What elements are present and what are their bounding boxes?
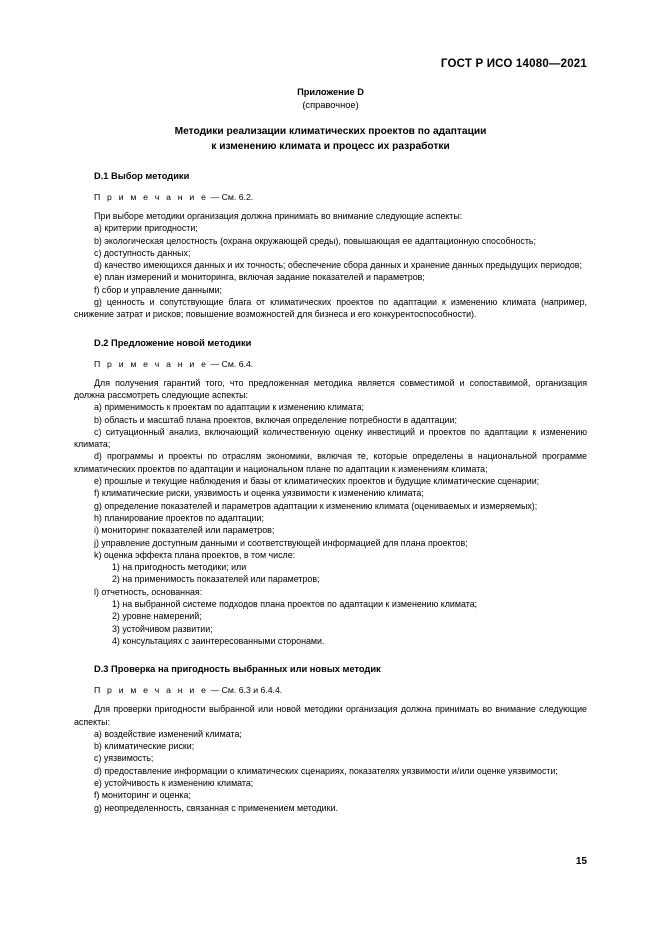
- section-heading-d3: D.3 Проверка на пригодность выбранных или новых методик: [94, 664, 381, 675]
- note-text-d1: — См. 6.2.: [210, 192, 254, 202]
- list-item: g) ценность и сопутствующие блага от климатических проектов по адаптации к изменению климата (например, снижение затрат и рисков; повышение возможностей для бизнеса и его конкурентоспособности).: [74, 297, 587, 320]
- note-text-d3: — См. 6.3 и 6.4.4.: [210, 685, 283, 696]
- list-item: l) отчетность, основанная:: [94, 586, 203, 597]
- list-item: c) уязвимость;: [94, 753, 154, 764]
- list-item: g) неопределенность, связанная с применением методики.: [94, 802, 338, 813]
- page-number: 15: [575, 856, 587, 867]
- note-text-d2: — См. 6.4.: [210, 358, 254, 369]
- note-label-d1: П р и м е ч а н и е: [94, 192, 209, 202]
- sub-list-item: 3) устойчивом развитии;: [112, 623, 213, 634]
- list-item: f) мониторинг и оценка;: [94, 790, 191, 801]
- note-d2: [74, 359, 587, 369]
- sub-list-item: 1) на пригодность методики; или: [112, 562, 247, 573]
- list-item: a) критерии пригодности;: [94, 223, 198, 234]
- list-item: a) воздействие изменений климата;: [94, 728, 242, 739]
- list-item: j) управление доступным данными и соответствующей информацией для плана проектов;: [94, 537, 468, 548]
- list-item: f) сбор и управление данными;: [94, 284, 222, 295]
- note-d3: [74, 685, 587, 695]
- paragraph-d3-intro: Для проверки пригодности выбранной или новой методики организация должна принимать во внимание следующие аспекты:: [74, 704, 587, 727]
- section-heading-d2: D.2 Предложение новой методики: [94, 337, 252, 348]
- page-content: [74, 86, 587, 814]
- page-header: ГОСТ Р ИСО 14080—2021: [440, 58, 587, 70]
- list-item: e) устойчивость к изменению климата;: [94, 777, 254, 788]
- annex-title-line-1: Методики реализации климатических проектов по адаптации: [174, 126, 487, 137]
- annex-type: (справочное): [302, 99, 359, 110]
- note-label-d3: П р и м е ч а н и е: [94, 685, 209, 696]
- list-item: d) предоставление информации о климатических сценариях, показателях уязвимости и/или оценке уязвимости;: [94, 765, 558, 776]
- annex-title-line-2: к изменению климата и процесс их разработки: [211, 141, 450, 152]
- annex-title: [74, 124, 587, 154]
- list-item: b) экологическая целостность (охрана окружающей среды), повышающая ее адаптационную способность;: [94, 235, 536, 246]
- sub-list-item: 1) на выбранной системе подходов плана проектов по адаптации к изменению климата;: [112, 599, 478, 610]
- list-item: d) качество имеющихся данных и их точность; обеспечение сбора данных и хранение данных предыдущих периодов;: [94, 260, 582, 271]
- section-heading-d1: D.1 Выбор методики: [94, 171, 190, 181]
- list-item: i) мониторинг показателей или параметров;: [94, 525, 275, 536]
- list-item: e) план измерений и мониторинга, включая задание показателей и параметров;: [94, 272, 425, 283]
- note-label-d2: П р и м е ч а н и е: [94, 358, 209, 369]
- annex-label: Приложение D: [297, 87, 364, 97]
- list-item: c) ситуационный анализ, включающий количественную оценку инвестиций и проектов по адаптации к изменению климата;: [74, 426, 587, 450]
- note-d1: [74, 192, 587, 202]
- list-item: e) прошлые и текущие наблюдения и базы от климатических проектов и будущие климатические сценарии;: [94, 476, 540, 487]
- list-item: a) применимость к проектам по адаптации к изменению климата;: [94, 402, 364, 413]
- list-item: d) программы и проекты по отраслям экономики, включая те, которые определены в национальной программе климатических проектов по адаптации и национальном плане по адаптации к изменениям климата;: [74, 451, 587, 474]
- sub-list-item: 2) на применимость показателей или параметров;: [112, 574, 320, 585]
- paragraph-d2-intro: Для получения гарантий того, что предложенная методика является совместимой и сопоставимой, организация должна рассмотреть следующие аспекты:: [74, 377, 587, 400]
- list-item: f) климатические риски, уязвимость и оценка уязвимости к изменению климата;: [94, 488, 424, 499]
- list-item: c) доступность данных;: [94, 247, 191, 258]
- list-item: b) климатические риски;: [94, 741, 195, 752]
- sub-list-item: 2) уровне намерений;: [112, 611, 202, 622]
- list-item: k) оценка эффекта плана проектов, в том числе:: [94, 549, 296, 560]
- paragraph-d1-intro: При выборе методики организация должна принимать во внимание следующие аспекты:: [94, 211, 463, 221]
- sub-list-item: 4) консультациях с заинтересованными сторонами.: [112, 635, 325, 646]
- list-item: h) планирование проектов по адаптации;: [94, 512, 264, 523]
- list-item: b) область и масштаб плана проектов, включая определение потребности в адаптации;: [94, 414, 457, 425]
- list-item: g) определение показателей и параметров адаптации к изменению климата (оцениваемых и измеряемых);: [94, 500, 538, 511]
